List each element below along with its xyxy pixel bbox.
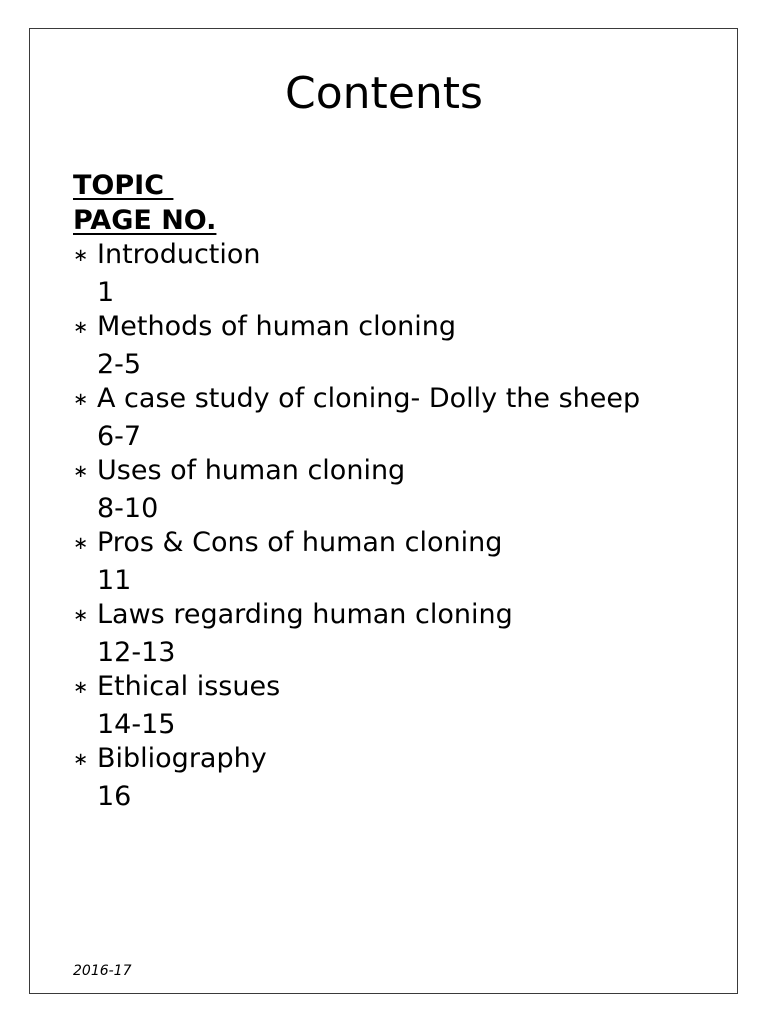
asterisk-bullet-icon: ∗	[73, 317, 89, 338]
toc-entry	[73, 382, 713, 454]
entry-page-number: 12-13	[97, 636, 176, 668]
table-of-contents	[73, 169, 713, 814]
toc-entry	[73, 454, 713, 526]
footer-year: 2016-17	[73, 963, 132, 979]
entry-topic: Ethical issues	[97, 671, 281, 702]
entry-page-number: 8-10	[97, 492, 159, 524]
page-title: Contents	[285, 68, 483, 119]
entry-topic: Introduction	[97, 239, 261, 270]
entry-topic: Methods of human cloning	[97, 311, 457, 342]
entry-topic: A case study of cloning- Dolly the sheep	[97, 383, 641, 414]
entry-topic: Pros & Cons of human cloning	[97, 527, 503, 558]
entry-page-number: 2-5	[97, 348, 142, 380]
asterisk-bullet-icon: ∗	[73, 749, 89, 770]
entry-topic: Bibliography	[97, 743, 267, 774]
topic-column-header: TOPIC	[73, 170, 174, 201]
entry-page-number: 11	[97, 564, 132, 596]
entry-page-number: 16	[97, 780, 132, 812]
asterisk-bullet-icon: ∗	[73, 677, 89, 698]
page-number-column-header: PAGE NO.	[73, 204, 217, 236]
toc-entry	[73, 742, 713, 814]
toc-entry	[73, 310, 713, 382]
entry-page-number: 1	[97, 276, 115, 308]
entry-topic: Laws regarding human cloning	[97, 599, 513, 630]
asterisk-bullet-icon: ∗	[73, 389, 89, 410]
asterisk-bullet-icon: ∗	[73, 605, 89, 626]
entry-page-number: 6-7	[97, 420, 142, 452]
entry-page-number: 14-15	[97, 708, 176, 740]
asterisk-bullet-icon: ∗	[73, 461, 89, 482]
asterisk-bullet-icon: ∗	[73, 245, 89, 266]
asterisk-bullet-icon: ∗	[73, 533, 89, 554]
toc-entry	[73, 238, 713, 310]
toc-entry	[73, 526, 713, 598]
toc-entry	[73, 598, 713, 670]
entry-topic: Uses of human cloning	[97, 455, 406, 486]
toc-entry	[73, 670, 713, 742]
